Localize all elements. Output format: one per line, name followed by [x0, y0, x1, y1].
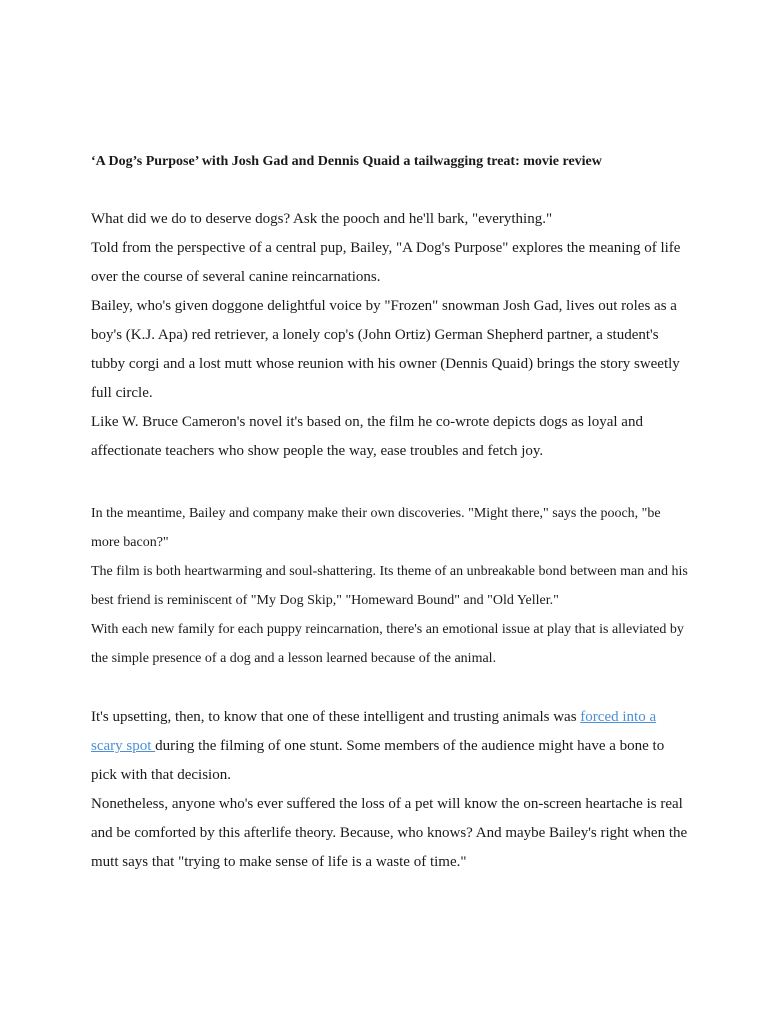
paragraph-2: Told from the perspective of a central pup, Bailey, "A Dog's Purpose" explores the meaning of life over the course of several canine reincarnations.: [91, 240, 681, 285]
section-closing: [91, 703, 691, 877]
forced-into-scary-spot-link[interactable]: forced into a scary spot: [91, 709, 657, 754]
section-intro: [91, 205, 691, 466]
section-middle: [91, 499, 691, 673]
paragraph-1: What did we do to deserve dogs? Ask the pooch and he'll bark, "everything.": [91, 211, 553, 227]
paragraph-3: Bailey, who's given doggone delightful voice by "Frozen" snowman Josh Gad, lives out roles as a boy's (K.J. Apa) red retriever, a lonely cop's (John Ortiz) German Shepherd partner, a student's tubby corgi and a lost mutt whose reunion with his owner (Dennis Quaid) brings the story sweetly full circle.: [91, 298, 680, 401]
paragraph-5: In the meantime, Bailey and company make their own discoveries. "Might there," says the pooch, "be more bacon?": [91, 506, 661, 550]
paragraph-9: Nonetheless, anyone who's ever suffered the loss of a pet will know the on-screen heartache is real and be comforted by this afterlife theory. Because, who knows? And maybe Bailey's right when the mutt says that "trying to make sense of life is a waste of time.": [91, 796, 688, 870]
paragraph-4: Like W. Bruce Cameron's novel it's based on, the film he co-wrote depicts dogs as loyal and affectionate teachers who show people the way, ease troubles and fetch joy.: [91, 414, 643, 459]
article-title: ‘A Dog’s Purpose’ with Josh Gad and Dennis Quaid a tailwagging treat: movie review: [91, 154, 602, 169]
paragraph-8-after: during the filming of one stunt. Some members of the audience might have a bone to pick with that decision.: [91, 738, 665, 783]
paragraph-6: The film is both heartwarming and soul-shattering. Its theme of an unbreakable bond between man and his best friend is reminiscent of "My Dog Skip," "Homeward Bound" and "Old Yeller.": [91, 564, 688, 608]
paragraph-8-before: It's upsetting, then, to know that one of these intelligent and trusting animals was: [91, 709, 581, 725]
paragraph-7: With each new family for each puppy reincarnation, there's an emotional issue at play that is alleviated by the simple presence of a dog and a lesson learned because of the animal.: [91, 622, 684, 666]
paragraph-8: [91, 703, 691, 790]
